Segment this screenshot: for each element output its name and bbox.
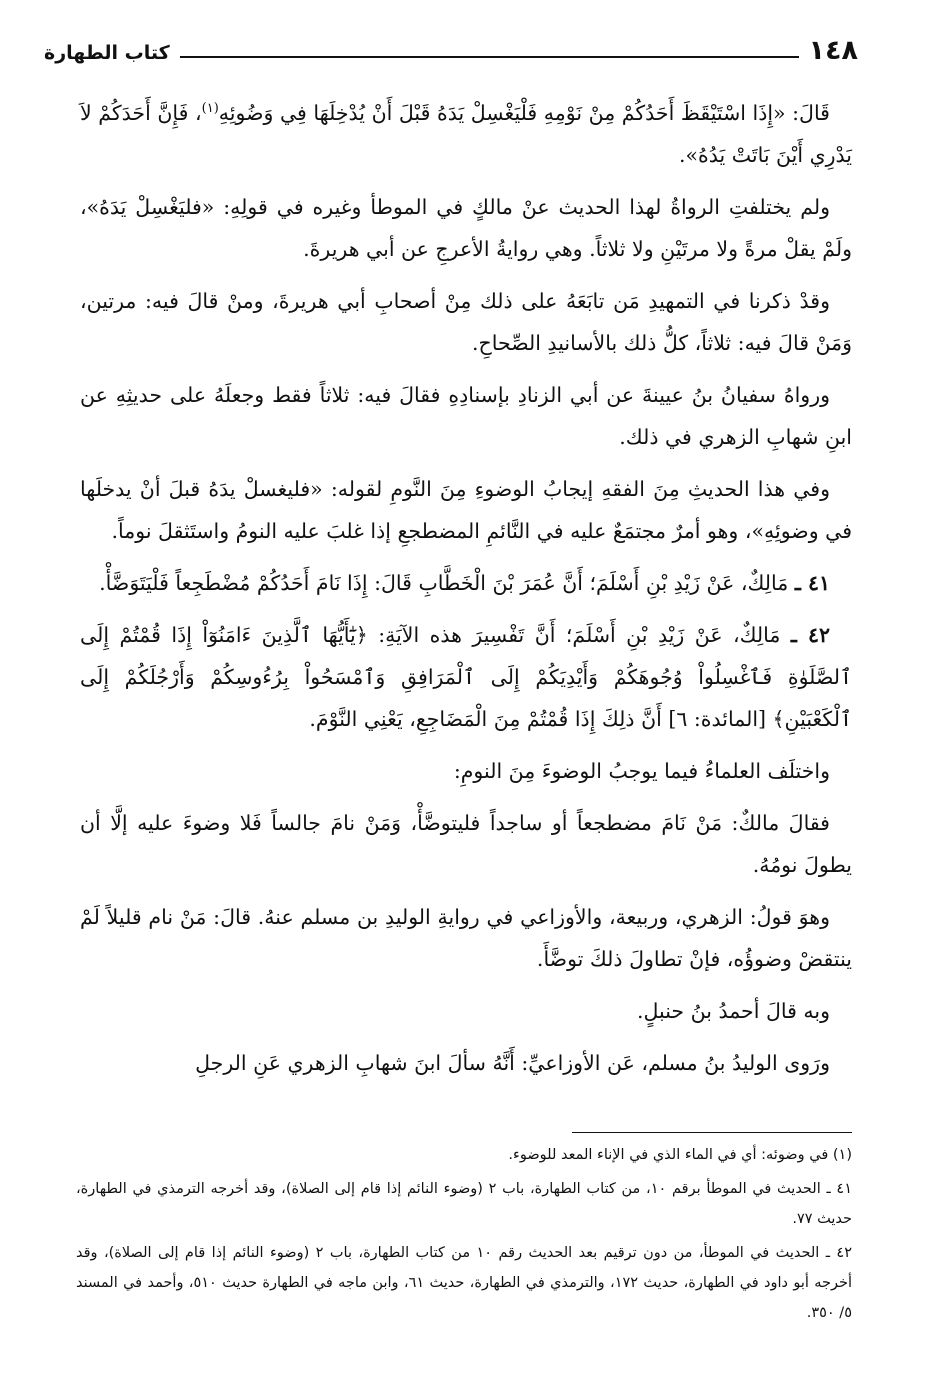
footnote-item: (١) في وضوئه: أي في الماء الذي في الإناء المعد للوضوء. xyxy=(508,1147,852,1163)
paragraph-text: ، فَإِنَّ أَحَدَكُمْ لاَ يَدْرِي أَيْنَ بَاتَتْ يَدُهُ». xyxy=(80,101,852,167)
page-number: ١٤٨ xyxy=(808,35,858,66)
footnote-marker: (١) xyxy=(201,101,219,117)
paragraph-commentary: واختلَف العلماءُ فيما يوجبُ الوضوءَ مِنَ النومِ: xyxy=(453,759,830,783)
footnote-divider xyxy=(572,1132,852,1133)
main-text xyxy=(80,92,852,1094)
page-header xyxy=(44,26,858,66)
paragraph-commentary: فقالَ مالكٌ: مَنْ نَامَ مضطجعاً أو ساجداً فليتوضَّأْ، وَمَنْ نامَ جالساً فَلا وضوءَ عليه إلَّا أن يطولَ نومُهُ. xyxy=(80,811,852,877)
paragraph-commentary: ورواهُ سفيانُ بنُ عيينةَ عن أبي الزنادِ بإسنادِهِ فقالَ فيه: ثلاثاً فقط وجعلَهُ على حديثِهِ عن ابنِ شهابِ الزهري في ذلك. xyxy=(80,383,852,449)
paragraph-commentary: ولم يختلفتِ الرواةُ لهذا الحديث عنْ مالكٍ في الموطأ وغيره في قولِهِ: «فليَغْسِلْ يَدَهُ»، ولَمْ يقلْ مرةً ولا مرتَيْنِ ولا ثلاثاً. وهي روايةُ الأعرجِ عن أبي هريرةَ. xyxy=(80,195,852,261)
paragraph-hadith-text xyxy=(80,92,852,176)
footnote-item: ٤٢ ـ الحديث في الموطأ، من دون ترقيم بعد الحديث رقم ١٠ من كتاب الطهارة، باب ٢ (وضوء النائم إذا قام إلى الصلاة)، وقد أخرجه أبو داود في الطهارة، حديث ١٧٢، والترمذي في الطهارة، حديث ٦١، وابن ماجه في الطهارة حديث ٥١٠، وأحمد في المسند ٥/ ٣٥٠. xyxy=(76,1245,852,1321)
header-rule xyxy=(180,56,799,58)
hadith-number: ٤٢ ـ xyxy=(790,623,830,647)
paragraph-hadith-42 xyxy=(80,614,852,740)
footnote-item: ٤١ ـ الحديث في الموطأ برقم ١٠، من كتاب الطهارة، باب ٢ (وضوء النائم إذا قام إلى الصلاة)، وقد أخرجه الترمذي في الطهارة، حديث ٧٧. xyxy=(76,1181,852,1227)
paragraph-commentary: وبه قالَ أحمدُ بنُ حنبلٍ. xyxy=(637,999,830,1023)
paragraph-text: مَالِكٌ، عَنْ زَيْدِ بْنِ أَسْلَمَ؛ أَنَّ عُمَرَ بْنَ الْخَطَّابِ قَالَ: إِذَا نَامَ أَحَدُكُمْ مُضْطَجِعاً فَلْيَتَوَضَّأْ. xyxy=(99,571,789,595)
paragraph-text: قَالَ: «إِذَا اسْتَيْقَظَ أَحَدُكُمْ مِنْ نَوْمِهِ فَلْيَغْسِلْ يَدَهُ قَبْلَ أَنْ يُدْخِلَهَا فِي وَضُوئِهِ xyxy=(218,101,830,125)
paragraph-commentary: ورَوى الوليدُ بنُ مسلم، عَن الأوزاعيِّ: أَنَّهُ سألَ ابنَ شهابِ الزهري عَنِ الرجلِ xyxy=(195,1051,830,1075)
hadith-number: ٤١ ـ xyxy=(794,571,830,595)
footnotes xyxy=(76,1140,852,1332)
paragraph-text: مَالِكٌ، عَنْ زَيْدِ بْنِ أَسْلَمَ؛ أَنَّ تَفْسِيرَ هذه الآيَةِ: ﴿يَٰٓأَيُّهَا ٱلَّذِينَ ءَامَنُوٓاْ إِذَا قُمْتُمْ إِلَى ٱلصَّلَوٰةِ فَٱغْسِلُواْ وُجُوهَكُمْ وَأَيْدِيَكُمْ إِلَى ٱلْمَرَافِقِ وَٱمْسَحُواْ بِرُءُوسِكُمْ وَأَرْجُلَكُمْ إِلَى ٱلْكَعْبَيْنِ﴾ [المائدة: ٦] أَنَّ ذلِكَ إِذَا قُمْتُمْ مِنَ الْمَضَاجِعِ، يَعْنِي النَّوْمَ. xyxy=(80,623,852,731)
paragraph-hadith-41 xyxy=(80,562,852,604)
paragraph-commentary: وفي هذا الحديثِ مِنَ الفقهِ إيجابُ الوضوءِ مِنَ النَّومِ لقوله: «فليغسلْ يدَهُ قبلَ أنْ يدخلَها في وضوئِهِ»، وهو أمرٌ مجتمَعٌ عليه في النَّائمِ المضطجعِ إذا غلبَ عليه النومُ واستَثقلَ نوماً. xyxy=(80,477,852,543)
paragraph-commentary: وقدْ ذكرنا في التمهيدِ مَن تابَعَهُ على ذلك مِنْ أصحابِ أبي هريرةَ، ومنْ قالَ فيه: مرتين، وَمَنْ قالَ فيه: ثلاثاً، كلُّ ذلك بالأسانيدِ الصِّحاحِ. xyxy=(80,289,852,355)
section-title: كتاب الطهارة xyxy=(44,42,170,64)
paragraph-commentary: وهوَ قولُ: الزهري، وربيعة، والأوزاعي في روايةِ الوليدِ بن مسلم عنهُ. قالَ: مَنْ نام قليلاً لَمْ ينتقضْ وضوؤُه، فإنْ تطاولَ ذلكَ توضَّأَ. xyxy=(80,905,852,971)
